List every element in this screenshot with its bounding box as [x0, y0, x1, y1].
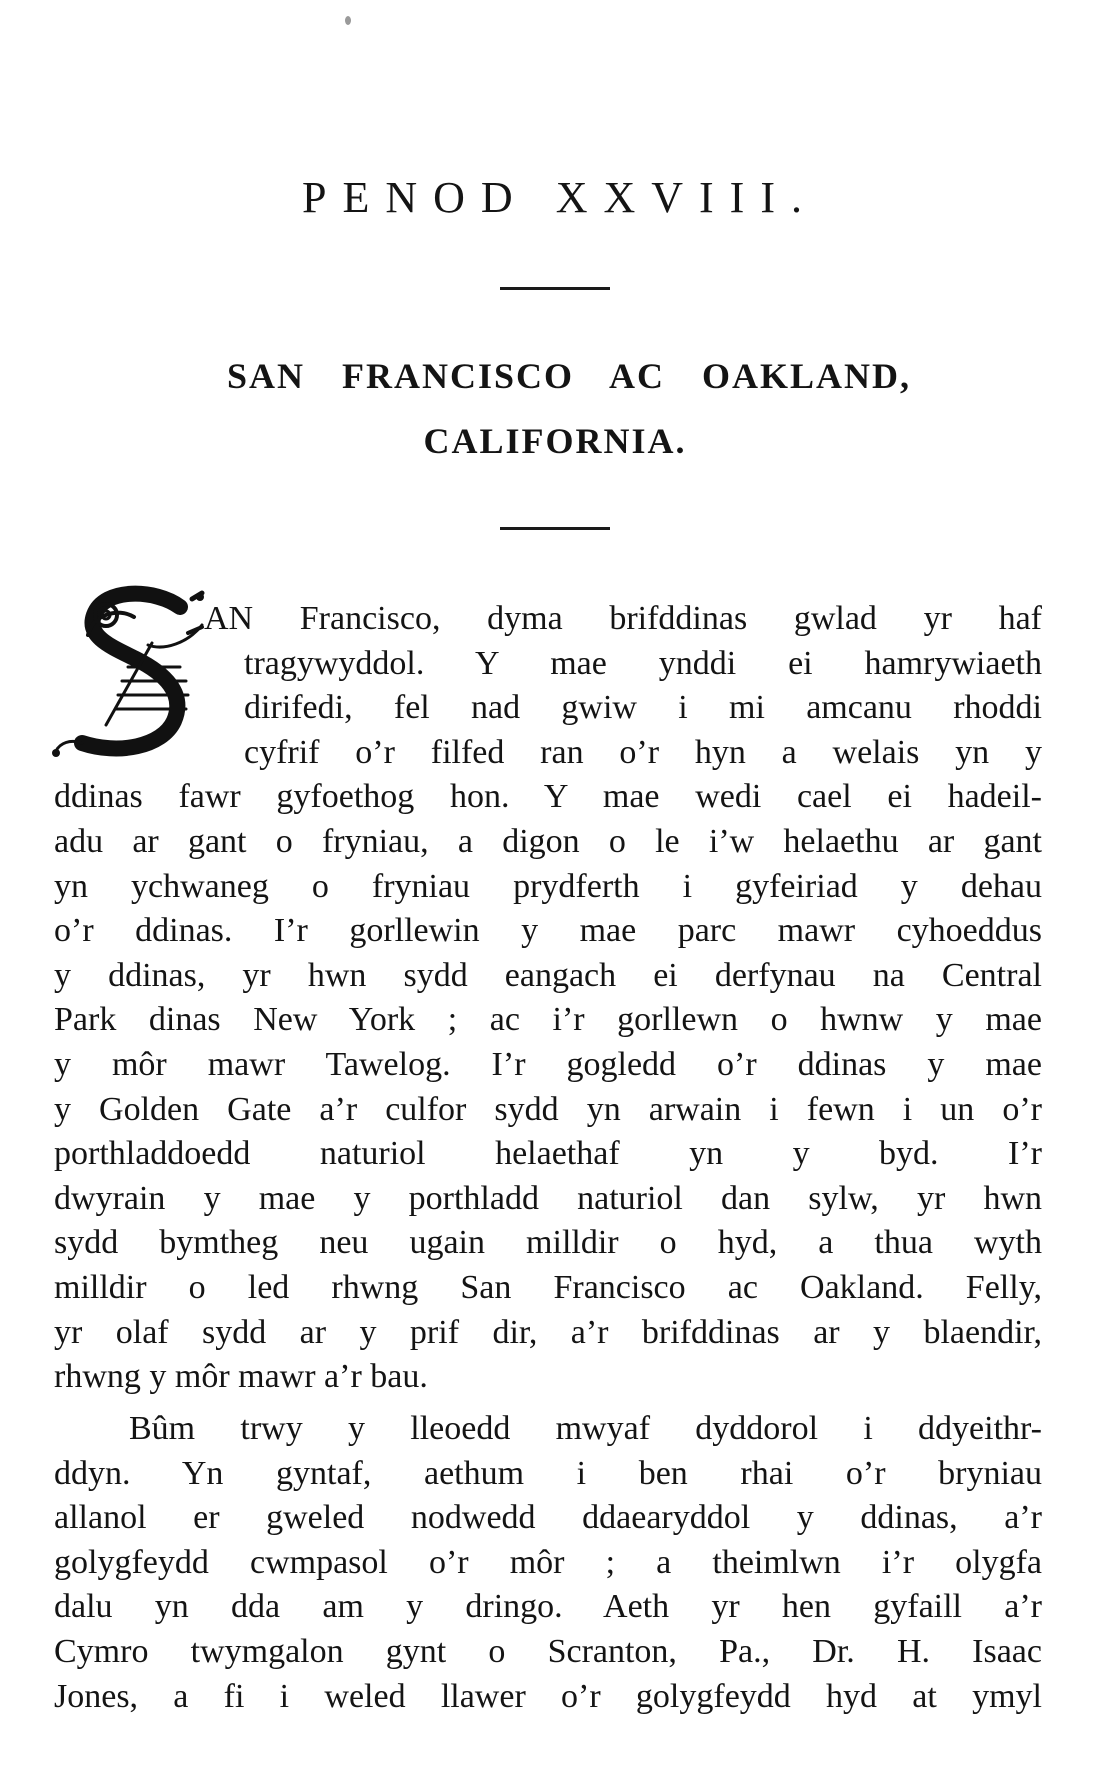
text-line: yn ychwaneg o fryniau prydferth i gyfeiriad y dehau [54, 867, 1042, 905]
text-line: allanol er gweled nodwedd ddaearyddol y ddinas, a’r [54, 1499, 1042, 1537]
section-title-line-1: SAN FRANCISCO AC OAKLAND, [226, 356, 912, 396]
paragraph-1 [54, 597, 1042, 1400]
text-line: ddyn. Yn gyntaf, aethum i ben rhai o’r bryniau [54, 1454, 1042, 1492]
text-line: milldir o led rhwng San Francisco ac Oakland. Felly, [54, 1268, 1042, 1306]
text-line: y ddinas, yr hwn sydd eangach ei derfynau na Central [54, 956, 1042, 994]
text-line: tragywyddol. Y mae ynddi ei hamrywiaeth [244, 644, 1042, 682]
text-line: y môr mawr Tawelog. I’r gogledd o’r ddinas y mae [54, 1045, 1042, 1083]
text-line: o’r ddinas. I’r gorllewin y mae parc mawr cyhoeddus [54, 912, 1042, 950]
text-line: Bûm trwy y lleoedd mwyaf dyddorol i ddyeithr- [129, 1410, 1042, 1447]
paragraph-2 [54, 1407, 1042, 1719]
chapter-heading: PENOD XXVIII. [302, 173, 818, 222]
ink-speck [345, 16, 351, 25]
text-line: Park dinas New York ; ac i’r gorllewn o hwnw y mae [54, 1001, 1042, 1039]
text-line: cyfrif o’r filfed ran o’r hyn a welais yn y [244, 733, 1042, 771]
text-line: rhwng y môr mawr a’r bau. [54, 1358, 428, 1396]
text-line: y Golden Gate a’r culfor sydd yn arwain i fewn i un o’r [54, 1090, 1042, 1128]
text-line: sydd bymtheg neu ugain milldir o hyd, a thua wyth [54, 1224, 1042, 1262]
text-line: Jones, a fi i weled llawer o’r golygfeydd hyd at ymyl [54, 1677, 1042, 1715]
text-line: adu ar gant o fryniau, a digon o le i’w helaethu ar gant [54, 822, 1042, 860]
text-line: AN Francisco, dyma brifddinas gwlad yr haf [204, 600, 1042, 637]
text-line: ddinas fawr gyfoethog hon. Y mae wedi cael ei hadeil- [54, 778, 1042, 816]
text-line: golygfeydd cwmpasol o’r môr ; a theimlwn i’r olygfa [54, 1543, 1042, 1581]
text-line: yr olaf sydd ar y prif dir, a’r brifddinas ar y blaendir, [54, 1313, 1042, 1351]
divider-rule [500, 527, 610, 530]
text-line: dalu yn dda am y dringo. Aeth yr hen gyfaill a’r [54, 1588, 1042, 1626]
text-line: Cymro twymgalon gynt o Scranton, Pa., Dr. H. Isaac [54, 1632, 1042, 1670]
divider-rule [500, 287, 610, 290]
text-line: dwyrain y mae y porthladd naturiol dan sylw, yr hwn [54, 1179, 1042, 1217]
section-title-line-2: CALIFORNIA. [423, 421, 687, 461]
text-line: porthladdoedd naturiol helaethaf yn y byd. I’r [54, 1135, 1042, 1173]
text-line: dirifedi, fel nad gwiw i mi amcanu rhoddi [244, 689, 1042, 727]
